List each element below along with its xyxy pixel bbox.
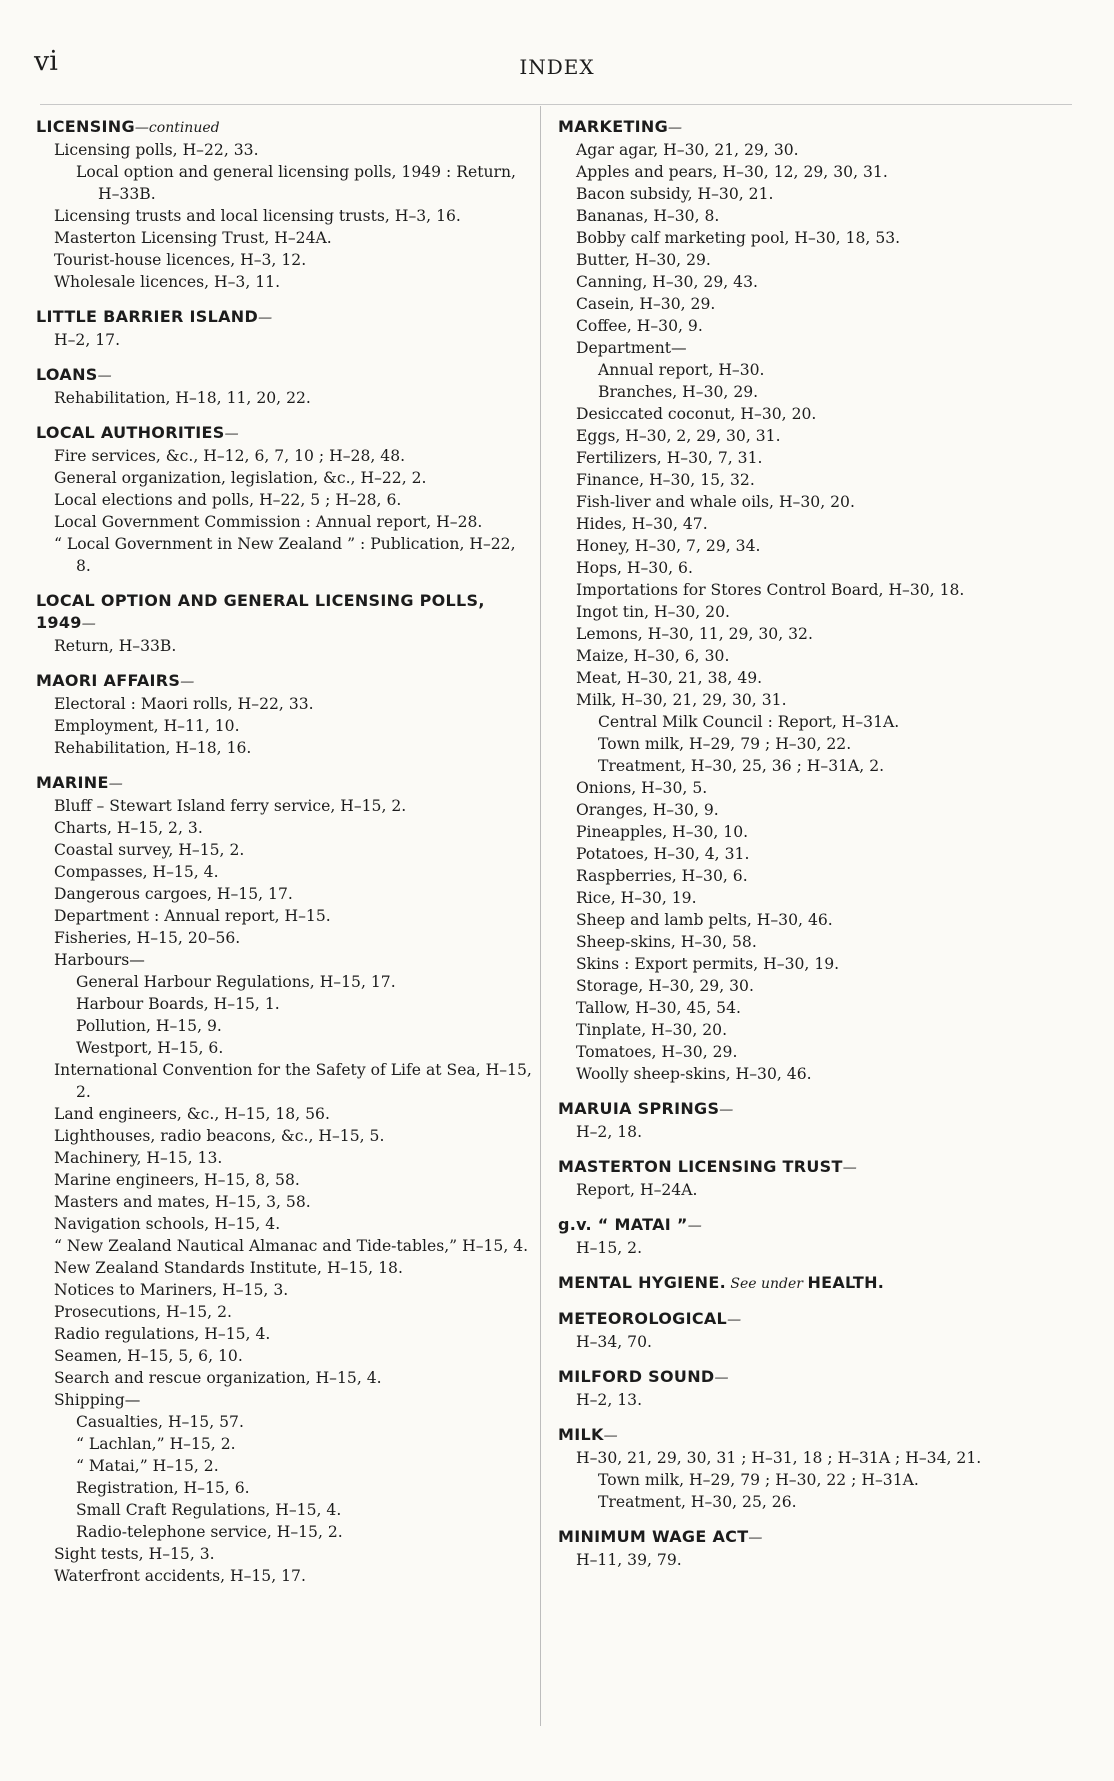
index-entry: [558, 1366, 1074, 1411]
index-subentry: Local elections and polls, H–22, 5 ; H–28, 6.: [54, 491, 402, 509]
index-subentry: Search and rescue organization, H–15, 4.: [54, 1369, 382, 1387]
index-subentry: Canning, H–30, 29, 43.: [576, 273, 758, 291]
index-subentry: Tourist-house licences, H–3, 12.: [54, 251, 307, 269]
heading-suffix: —: [668, 120, 683, 136]
index-subentry: Bananas, H–30, 8.: [576, 207, 720, 225]
index-subentry: New Zealand Standards Institute, H–15, 18.: [54, 1259, 403, 1277]
index-subentry: Department : Annual report, H–15.: [54, 907, 331, 925]
index-subentry: Waterfront accidents, H–15, 17.: [54, 1567, 306, 1585]
index-subentry: “ Local Government in New Zealand ” : Publication, H–22, 8.: [54, 535, 516, 575]
heading-text: METEOROLOGICAL: [558, 1309, 728, 1328]
header-rule: [40, 104, 1072, 105]
index-entry: [558, 1526, 1074, 1571]
index-entry: [558, 1156, 1074, 1201]
index-subentry: Tallow, H–30, 45, 54.: [576, 999, 741, 1017]
entry-heading: [36, 422, 534, 445]
index-subentry: Apples and pears, H–30, 12, 29, 30, 31.: [576, 163, 888, 181]
index-subentry: H–2, 18.: [576, 1123, 643, 1141]
index-subentry: Branches, H–30, 29.: [598, 383, 759, 401]
index-subentry: “ New Zealand Nautical Almanac and Tide-tables,” H–15, 4.: [54, 1237, 529, 1255]
index-subentry: Rehabilitation, H–18, 16.: [54, 739, 252, 757]
index-subentry: International Convention for the Safety of Life at Sea, H–15, 2.: [54, 1061, 532, 1101]
index-subentry: Radio-telephone service, H–15, 2.: [76, 1523, 343, 1541]
index-subentry: H–34, 70.: [576, 1333, 652, 1351]
entry-heading: [558, 1214, 1074, 1237]
entry-heading: [558, 1308, 1074, 1331]
index-entry: [558, 1098, 1074, 1143]
index-subentry: Desiccated coconut, H–30, 20.: [576, 405, 817, 423]
index-subentry: Meat, H–30, 21, 38, 49.: [576, 669, 763, 687]
index-subentry: General organization, legislation, &c., H–22, 2.: [54, 469, 427, 487]
entry-heading: [36, 772, 534, 795]
index-subentry: Storage, H–30, 29, 30.: [576, 977, 754, 995]
index-entry: [36, 116, 534, 293]
heading-text: MILFORD SOUND: [558, 1367, 715, 1386]
index-subentry: Radio regulations, H–15, 4.: [54, 1325, 271, 1343]
index-subentry: Dangerous cargoes, H–15, 17.: [54, 885, 293, 903]
entry-heading: [558, 1156, 1074, 1179]
index-subentry: Notices to Mariners, H–15, 3.: [54, 1281, 289, 1299]
index-subentry: H–2, 17.: [54, 331, 121, 349]
index-subentry: Rehabilitation, H–18, 11, 20, 22.: [54, 389, 311, 407]
index-subentry: Wholesale licences, H–3, 11.: [54, 273, 281, 291]
page-number: vi: [34, 46, 58, 77]
column-divider: [540, 106, 541, 1726]
index-subentry: Small Craft Regulations, H–15, 4.: [76, 1501, 342, 1519]
index-entry: [36, 590, 534, 657]
index-subentry: Compasses, H–15, 4.: [54, 863, 219, 881]
index-entry: [558, 1308, 1074, 1353]
entry-heading: [558, 1366, 1074, 1389]
index-subentry: Lemons, H–30, 11, 29, 30, 32.: [576, 625, 813, 643]
index-subentry: Charts, H–15, 2, 3.: [54, 819, 203, 837]
index-entry: [36, 670, 534, 759]
heading-suffix: —: [714, 1370, 729, 1386]
index-subentry: Machinery, H–15, 13.: [54, 1149, 223, 1167]
heading-text: MENTAL HYGIENE.: [558, 1273, 726, 1292]
heading-suffix: See under: [725, 1276, 808, 1292]
heading-text: LICENSING: [36, 117, 135, 136]
heading-suffix: —: [180, 674, 195, 690]
index-subentry: Department—: [576, 339, 687, 357]
index-subentry: Tomatoes, H–30, 29.: [576, 1043, 738, 1061]
heading-suffix: —: [97, 368, 112, 384]
heading-text: MILK: [558, 1425, 604, 1444]
index-subentry: Licensing trusts and local licensing trusts, H–3, 16.: [54, 207, 461, 225]
index-subentry: Coastal survey, H–15, 2.: [54, 841, 245, 859]
index-subentry: Ingot tin, H–30, 20.: [576, 603, 730, 621]
heading-text: MARUIA SPRINGS: [558, 1099, 720, 1118]
index-subentry: Navigation schools, H–15, 4.: [54, 1215, 281, 1233]
entry-heading: [36, 364, 534, 387]
index-subentry: Agar agar, H–30, 21, 29, 30.: [576, 141, 799, 159]
index-entry: [36, 772, 534, 1587]
index-subentry: Eggs, H–30, 2, 29, 30, 31.: [576, 427, 781, 445]
heading-text: LOCAL AUTHORITIES: [36, 423, 225, 442]
index-subentry: “ Lachlan,” H–15, 2.: [76, 1435, 236, 1453]
index-subentry: Maize, H–30, 6, 30.: [576, 647, 730, 665]
heading-suffix: —: [603, 1428, 618, 1444]
heading-text: g.v. “ MATAI ”: [558, 1215, 688, 1234]
index-entry: [36, 306, 534, 351]
index-subentry: Town milk, H–29, 79 ; H–30, 22.: [598, 735, 852, 753]
heading-suffix: —: [81, 616, 96, 632]
heading-text: MARINE: [36, 773, 109, 792]
index-subentry: “ Matai,” H–15, 2.: [76, 1457, 219, 1475]
index-subentry: Finance, H–30, 15, 32.: [576, 471, 755, 489]
index-subentry: Return, H–33B.: [54, 637, 177, 655]
index-entry: [558, 116, 1074, 1085]
index-subentry: Raspberries, H–30, 6.: [576, 867, 748, 885]
heading-text: MASTERTON LICENSING TRUST: [558, 1157, 843, 1176]
entry-heading: [558, 1272, 1074, 1295]
index-subentry: Sheep and lamb pelts, H–30, 46.: [576, 911, 833, 929]
heading-suffix: —: [842, 1160, 857, 1176]
index-subentry: Casein, H–30, 29.: [576, 295, 716, 313]
index-subentry: Bluff – Stewart Island ferry service, H–15, 2.: [54, 797, 407, 815]
heading-text: MINIMUM WAGE ACT: [558, 1527, 749, 1546]
index-subentry: Pineapples, H–30, 10.: [576, 823, 749, 841]
heading-text: LITTLE BARRIER ISLAND: [36, 307, 259, 326]
heading-suffix: —: [727, 1312, 742, 1328]
index-subentry: Report, H–24A.: [576, 1181, 698, 1199]
entry-heading: [558, 116, 1074, 139]
index-subentry: Registration, H–15, 6.: [76, 1479, 250, 1497]
heading-suffix: —: [687, 1218, 702, 1234]
index-subentry: Skins : Export permits, H–30, 19.: [576, 955, 840, 973]
heading-text: LOANS: [36, 365, 98, 384]
index-subentry: Coffee, H–30, 9.: [576, 317, 703, 335]
index-subentry: Local option and general licensing polls, 1949 : Return, H–33B.: [76, 163, 516, 203]
index-subentry: Butter, H–30, 29.: [576, 251, 711, 269]
index-subentry: Bacon subsidy, H–30, 21.: [576, 185, 774, 203]
index-subentry: Shipping—: [54, 1391, 141, 1409]
index-entry: [36, 422, 534, 577]
entry-heading: [36, 590, 534, 635]
index-subentry: Seamen, H–15, 5, 6, 10.: [54, 1347, 243, 1365]
index-subentry: Tinplate, H–30, 20.: [576, 1021, 728, 1039]
index-subentry: Sight tests, H–15, 3.: [54, 1545, 215, 1563]
index-subentry: Lighthouses, radio beacons, &c., H–15, 5.: [54, 1127, 385, 1145]
index-subentry: Land engineers, &c., H–15, 18, 56.: [54, 1105, 330, 1123]
index-subentry: Annual report, H–30.: [598, 361, 765, 379]
index-subentry: Rice, H–30, 19.: [576, 889, 697, 907]
entry-heading: [558, 1098, 1074, 1121]
heading-suffix: —: [108, 776, 123, 792]
heading-text: MAORI AFFAIRS: [36, 671, 181, 690]
heading-text: LOCAL OPTION AND GENERAL LICENSING POLLS, 1949: [36, 591, 485, 632]
index-subentry: Licensing polls, H–22, 33.: [54, 141, 259, 159]
heading-text: MARKETING: [558, 117, 669, 136]
index-subentry: Pollution, H–15, 9.: [76, 1017, 222, 1035]
index-subentry: Bobby calf marketing pool, H–30, 18, 53.: [576, 229, 901, 247]
index-subentry: Sheep-skins, H–30, 58.: [576, 933, 757, 951]
heading-suffix: —: [748, 1530, 763, 1546]
cross-reference: HEALTH.: [807, 1273, 885, 1292]
index-subentry: Fish-liver and whale oils, H–30, 20.: [576, 493, 855, 511]
index-subentry: Oranges, H–30, 9.: [576, 801, 719, 819]
index-subentry: Treatment, H–30, 25, 36 ; H–31A, 2.: [598, 757, 885, 775]
index-entry: [558, 1424, 1074, 1513]
heading-suffix: —: [258, 310, 273, 326]
index-subentry: Fisheries, H–15, 20–56.: [54, 929, 241, 947]
index-subentry: Masterton Licensing Trust, H–24A.: [54, 229, 332, 247]
index-entry: [36, 364, 534, 409]
right-column: [558, 116, 1074, 1584]
index-subentry: Casualties, H–15, 57.: [76, 1413, 244, 1431]
index-subentry: H–2, 13.: [576, 1391, 643, 1409]
entry-heading: [36, 116, 534, 139]
index-subentry: Milk, H–30, 21, 29, 30, 31.: [576, 691, 787, 709]
index-subentry: Fertilizers, H–30, 7, 31.: [576, 449, 763, 467]
index-subentry: Town milk, H–29, 79 ; H–30, 22 ; H–31A.: [598, 1471, 919, 1489]
index-subentry: Marine engineers, H–15, 8, 58.: [54, 1171, 300, 1189]
index-subentry: Central Milk Council : Report, H–31A.: [598, 713, 900, 731]
index-subentry: Hops, H–30, 6.: [576, 559, 693, 577]
index-subentry: Prosecutions, H–15, 2.: [54, 1303, 232, 1321]
index-subentry: H–15, 2.: [576, 1239, 643, 1257]
page-title: INDEX: [519, 55, 595, 79]
index-subentry: Woolly sheep-skins, H–30, 46.: [576, 1065, 812, 1083]
index-subentry: Harbours—: [54, 951, 145, 969]
index-subentry: Local Government Commission : Annual report, H–28.: [54, 513, 483, 531]
index-subentry: Masters and mates, H–15, 3, 58.: [54, 1193, 311, 1211]
index-subentry: H–11, 39, 79.: [576, 1551, 682, 1569]
entry-heading: [558, 1424, 1074, 1447]
index-subentry: Westport, H–15, 6.: [76, 1039, 224, 1057]
index-subentry: H–30, 21, 29, 30, 31 ; H–31, 18 ; H–31A ; H–34, 21.: [576, 1449, 982, 1467]
index-subentry: Harbour Boards, H–15, 1.: [76, 995, 280, 1013]
entry-heading: [36, 306, 534, 329]
index-subentry: Hides, H–30, 47.: [576, 515, 708, 533]
index-subentry: General Harbour Regulations, H–15, 17.: [76, 973, 396, 991]
index-subentry: Treatment, H–30, 25, 26.: [598, 1493, 797, 1511]
index-subentry: Honey, H–30, 7, 29, 34.: [576, 537, 761, 555]
entry-heading: [558, 1526, 1074, 1549]
index-entry: [558, 1272, 1074, 1295]
entry-heading: [36, 670, 534, 693]
index-subentry: Potatoes, H–30, 4, 31.: [576, 845, 750, 863]
index-subentry: Fire services, &c., H–12, 6, 7, 10 ; H–28, 48.: [54, 447, 406, 465]
index-subentry: Electoral : Maori rolls, H–22, 33.: [54, 695, 314, 713]
heading-suffix: —: [719, 1102, 734, 1118]
heading-suffix: —: [224, 426, 239, 442]
index-entry: [558, 1214, 1074, 1259]
heading-suffix: —continued: [134, 120, 220, 136]
left-column: [36, 116, 534, 1600]
index-subentry: Onions, H–30, 5.: [576, 779, 708, 797]
index-subentry: Employment, H–11, 10.: [54, 717, 240, 735]
index-subentry: Importations for Stores Control Board, H–30, 18.: [576, 581, 965, 599]
